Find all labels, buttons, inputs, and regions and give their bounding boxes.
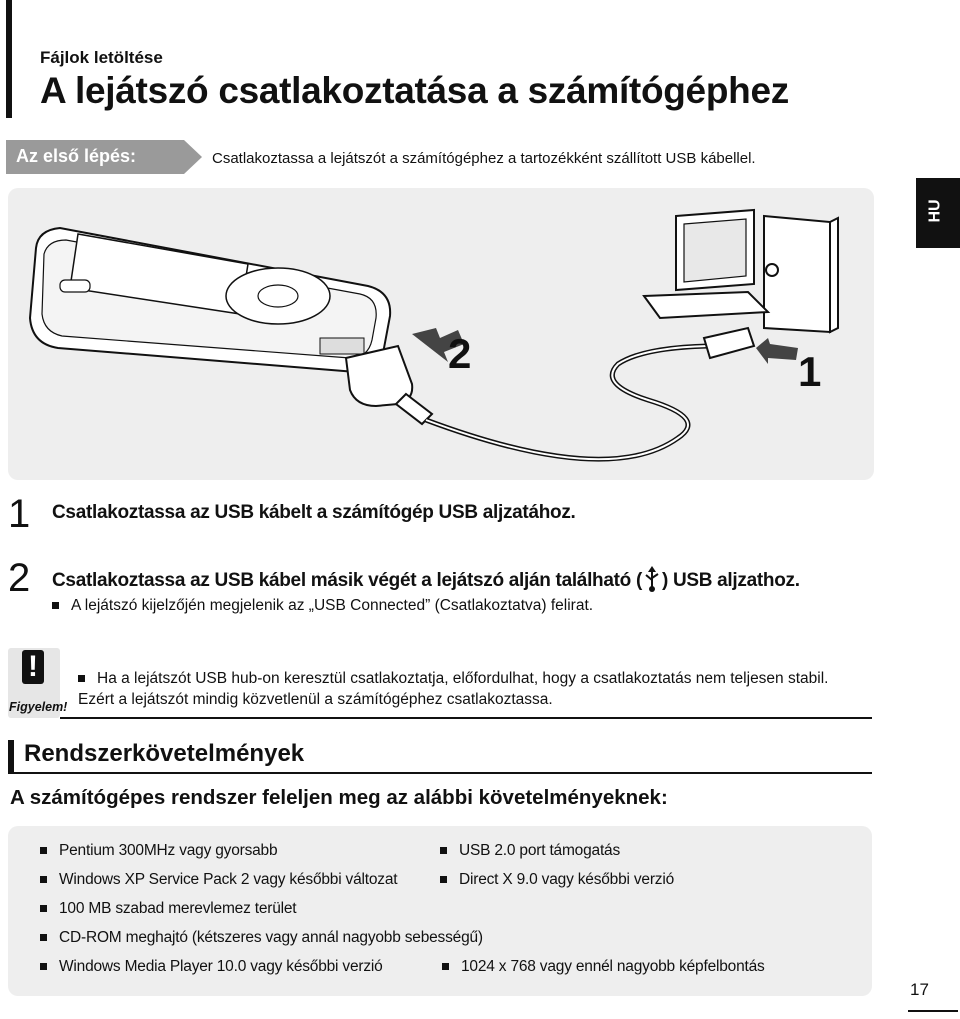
step-label-2: 2 (448, 330, 472, 377)
requirement-text: CD-ROM meghajtó (kétszeres vagy annál nagyobb sebességű) (59, 929, 483, 946)
step-text: Csatlakoztassa a lejátszót a számítógéphez a tartozékként szállított USB kábellel. (212, 150, 756, 167)
header-accent-bar (6, 0, 12, 118)
requirement-text: 100 MB szabad merevlemez terület (59, 900, 297, 917)
requirements-subtitle: A számítógépes rendszer feleljen meg az alábbi követelményeknek: (10, 786, 668, 809)
requirement-item (40, 842, 277, 860)
bullet-icon (40, 963, 47, 970)
warning-icon: ! (22, 650, 44, 684)
requirement-text: Windows XP Service Pack 2 vagy későbbi változat (59, 871, 398, 888)
instruction-text-2-before: Csatlakoztassa az USB kábel másik végét a lejátszó alján található ( (52, 570, 642, 591)
requirement-item (40, 958, 383, 976)
requirement-text: Pentium 300MHz vagy gyorsabb (59, 842, 278, 859)
section-subtitle: Fájlok letöltése (40, 48, 163, 67)
arrow-1-icon (756, 338, 798, 364)
warning-text (78, 668, 838, 710)
page-number-underline (908, 1010, 958, 1012)
bullet-icon (52, 602, 59, 609)
requirement-item (40, 929, 483, 947)
step-tag-label: Az első lépés: (16, 146, 137, 166)
requirements-accent-bar (8, 740, 14, 773)
warning-text-body: Ha a lejátszót USB hub-on keresztül csatlakoztatja, előfordulhat, hogy a csatlakoztatás nem teljesen stabil. Ezért a lejátszót mindig közvetlenül a számítógéphez csatlakoztassa. (78, 670, 829, 708)
requirement-item (440, 871, 674, 889)
instruction-sub-item (52, 597, 593, 615)
language-tab-label: HU (926, 199, 944, 223)
mp3-player-icon (30, 228, 390, 372)
warning-label: Figyelem! (9, 700, 68, 714)
instruction-number-2: 2 (8, 556, 31, 600)
requirement-text: USB 2.0 port támogatás (459, 842, 621, 859)
bullet-icon (40, 847, 47, 854)
requirement-item (40, 900, 296, 918)
page-number: 17 (910, 980, 929, 999)
bullet-icon (40, 934, 47, 941)
player-connector-icon (346, 346, 432, 424)
requirement-item (40, 871, 397, 889)
instruction-text-2-after: ) USB aljzathoz. (661, 570, 800, 591)
usb-plug-icon (704, 328, 754, 358)
instruction-text-2 (52, 566, 800, 592)
bullet-icon (78, 675, 85, 682)
requirement-text: Windows Media Player 10.0 vagy későbbi verzió (59, 958, 383, 975)
bullet-icon (442, 963, 449, 970)
requirement-text: 1024 x 768 vagy ennél nagyobb képfelbontás (461, 958, 765, 975)
step-tag (6, 140, 202, 174)
bullet-icon (440, 847, 447, 854)
connection-illustration (8, 188, 874, 480)
requirements-title: Rendszerkövetelmények (24, 740, 305, 767)
instruction-number-1: 1 (8, 492, 31, 536)
requirement-item (440, 842, 620, 860)
usb-cable (426, 346, 738, 459)
computer-icon (644, 210, 838, 332)
instruction-text-1: Csatlakoztassa az USB kábelt a számítógép USB aljzatához. (52, 502, 576, 523)
requirement-text: Direct X 9.0 vagy későbbi verzió (459, 871, 675, 888)
bullet-icon (40, 876, 47, 883)
requirements-divider (8, 772, 872, 774)
bullet-icon (40, 905, 47, 912)
warning-divider (60, 717, 872, 719)
step-label-1: 1 (798, 348, 822, 395)
page-title: A lejátszó csatlakoztatása a számítógéphez (40, 70, 789, 111)
bullet-icon (440, 876, 447, 883)
usb-symbol-icon (642, 566, 662, 592)
requirement-item (442, 958, 765, 976)
instruction-sub-text: A lejátszó kijelzőjén megjelenik az „USB Connected” (Csatlakoztatva) felirat. (71, 597, 594, 614)
language-tab (916, 178, 960, 248)
